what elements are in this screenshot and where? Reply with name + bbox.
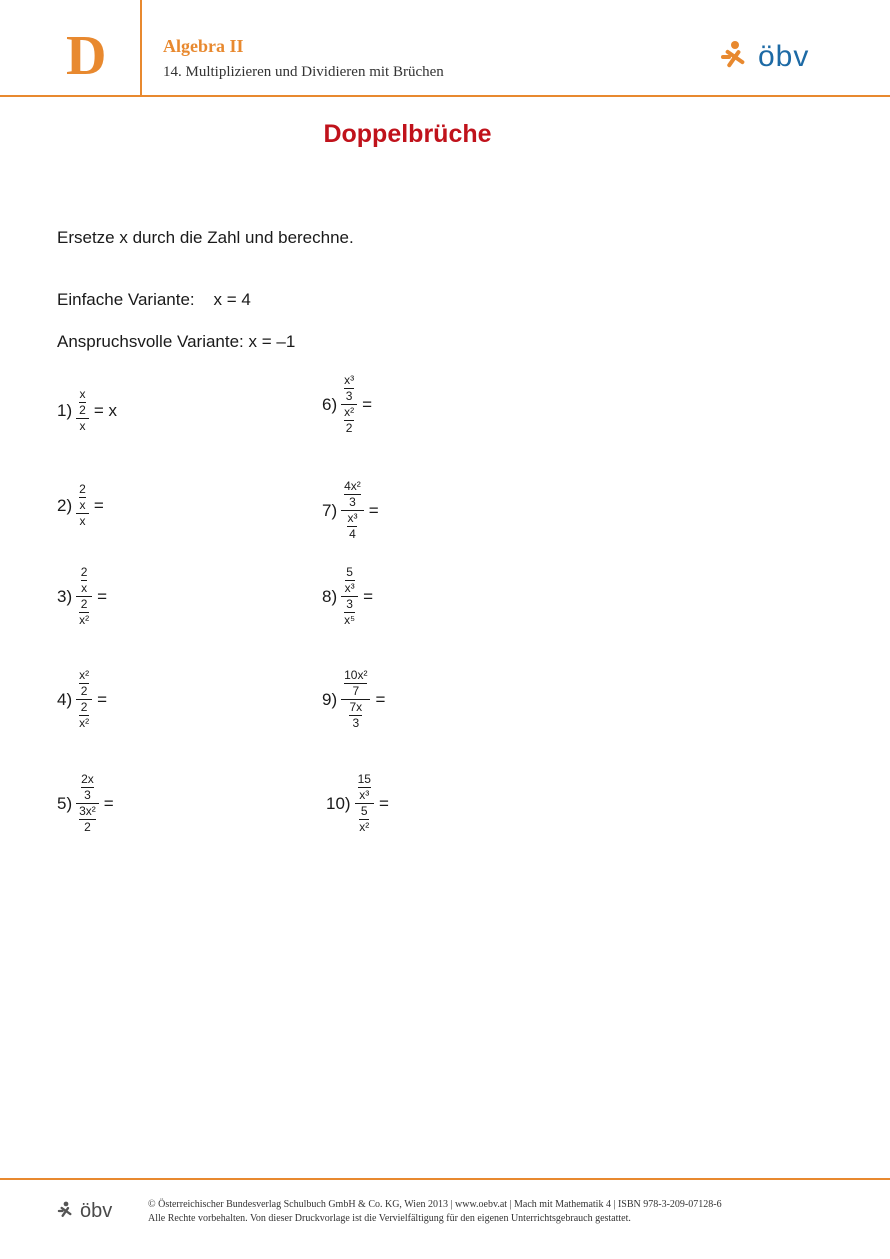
- upper-fraction: [76, 483, 89, 512]
- exercise-number: 8): [322, 586, 338, 606]
- fraction-numerator: 4x²: [344, 479, 361, 493]
- upper-fraction: [78, 566, 91, 595]
- fraction-denominator: x⁵: [344, 613, 356, 627]
- variant-hard: Anspruchsvolle Variante: x = –1: [57, 332, 296, 351]
- double-fraction: [341, 669, 370, 730]
- lower-fraction: [76, 805, 99, 834]
- exercise-9: [322, 669, 385, 730]
- header-subtitle: 14. Multiplizieren und Dividieren mit Brüchen: [163, 64, 444, 80]
- fraction-numerator: 2: [79, 482, 86, 496]
- publisher-logo: [718, 40, 809, 74]
- exercise-number: 10): [326, 793, 351, 813]
- lower-fraction: [356, 805, 372, 834]
- fraction-denominator: x³: [359, 788, 370, 802]
- lower-fraction: [346, 701, 365, 730]
- lower-fraction: [344, 512, 360, 541]
- upper-fraction: [341, 480, 364, 509]
- double-fraction: [341, 374, 357, 435]
- fraction-denominator: 2: [79, 403, 86, 417]
- fraction-denominator: 2: [345, 421, 353, 435]
- exercise-number: 2): [57, 495, 73, 515]
- fraction-denominator: 3: [352, 716, 360, 730]
- fraction-numerator: 5: [346, 565, 353, 579]
- exercise-number: 1): [57, 400, 73, 420]
- lower-fraction: [341, 406, 357, 435]
- header-title: Algebra II: [163, 36, 244, 56]
- exercise-tail: = x: [93, 400, 117, 420]
- fraction-numerator: x: [79, 419, 86, 433]
- fraction-denominator: 3: [349, 495, 356, 509]
- double-fraction: [355, 773, 374, 834]
- fraction-numerator: 3: [346, 597, 353, 611]
- lower-fraction: [76, 701, 92, 730]
- fraction-numerator: x³: [347, 511, 358, 525]
- fraction-denominator: x: [81, 581, 88, 595]
- section-letter-box: [0, 0, 142, 95]
- double-fraction: [76, 669, 92, 730]
- fraction-denominator: x²: [79, 613, 90, 627]
- upper-fraction: [342, 566, 358, 595]
- star-burst-icon: [56, 1201, 76, 1221]
- exercise-tail: =: [368, 500, 379, 520]
- double-fraction: [341, 566, 358, 627]
- exercise-6: [322, 374, 372, 435]
- exercise-5: [57, 773, 114, 834]
- exercise-number: 9): [322, 689, 338, 709]
- fraction-denominator: 4: [349, 527, 356, 541]
- lower-fraction: [341, 598, 358, 627]
- page-header: [0, 0, 890, 97]
- lower-fraction: [76, 420, 88, 433]
- exercise-3: [57, 566, 107, 627]
- fraction-denominator: x: [79, 498, 86, 512]
- upper-fraction: [78, 773, 97, 802]
- section-letter: D: [66, 25, 107, 87]
- exercise-number: 7): [322, 500, 338, 520]
- exercise-number: 3): [57, 586, 73, 606]
- fraction-numerator: 2: [80, 597, 88, 611]
- upper-fraction: [341, 669, 370, 698]
- star-burst-icon: [718, 40, 752, 74]
- upper-fraction: [76, 388, 89, 417]
- fraction-denominator: x²: [359, 820, 370, 834]
- exercise-tail: =: [97, 689, 108, 709]
- fraction-numerator: 2: [80, 565, 88, 579]
- fraction-denominator: 2: [84, 820, 91, 834]
- exercise-tail: =: [363, 586, 374, 606]
- exercise-1: [57, 388, 117, 433]
- fraction-numerator: 10x²: [344, 668, 368, 682]
- fraction-numerator: 15: [357, 772, 371, 786]
- footer-rights: Alle Rechte vorbehalten. Von dieser Druckvorlage ist die Vervielfältigung für den eigenen Unterrichtsgebrauch gestattet.: [148, 1213, 631, 1224]
- fraction-numerator: 7x: [349, 700, 363, 714]
- fraction-numerator: 2x: [81, 772, 94, 786]
- exercise-tail: =: [103, 793, 114, 813]
- fraction-denominator: 7: [352, 684, 360, 698]
- double-fraction: [76, 483, 89, 528]
- fraction-numerator: 2: [80, 700, 88, 714]
- fraction-denominator: 2: [80, 684, 88, 698]
- exercise-tail: =: [362, 394, 373, 414]
- fraction-numerator: x³: [344, 373, 355, 387]
- exercise-tail: =: [93, 495, 104, 515]
- exercise-number: 5): [57, 793, 73, 813]
- logo-text: öbv: [758, 40, 810, 73]
- exercise-8: [322, 566, 373, 627]
- exercise-tail: =: [378, 793, 389, 813]
- fraction-numerator: x²: [79, 668, 90, 682]
- fraction-denominator: 3: [84, 788, 91, 802]
- footer-copyright: © Österreichischer Bundesverlag Schulbuch GmbH & Co. KG, Wien 2013 | www.oebv.at | Mach mit Mathematik 4 | ISBN 978-3-209-07128-6: [148, 1199, 722, 1210]
- exercise-2: [57, 483, 104, 528]
- footer-logo: [56, 1201, 112, 1221]
- fraction-numerator: x²: [344, 405, 355, 419]
- upper-fraction: [341, 374, 357, 403]
- exercise-4: [57, 669, 107, 730]
- exercise-10: [326, 773, 389, 834]
- footer-divider: [0, 1178, 890, 1180]
- exercise-7: [322, 480, 379, 541]
- fraction-numerator: 5: [360, 804, 368, 818]
- instruction-text: Ersetze x durch die Zahl und berechne.: [57, 228, 354, 247]
- exercise-number: 6): [322, 394, 338, 414]
- fraction-numerator: x: [79, 514, 86, 528]
- upper-fraction: [355, 773, 374, 802]
- variant-simple: Einfache Variante: x = 4: [57, 290, 251, 309]
- lower-fraction: [76, 598, 92, 627]
- page-title: Doppelbrüche: [323, 120, 492, 148]
- fraction-numerator: 3x²: [79, 804, 96, 818]
- double-fraction: [76, 388, 89, 433]
- exercise-number: 4): [57, 689, 73, 709]
- exercise-tail: =: [97, 586, 108, 606]
- fraction-denominator: 3: [345, 389, 353, 403]
- fraction-denominator: x²: [79, 716, 90, 730]
- fraction-numerator: x: [79, 387, 86, 401]
- footer-text: [148, 1198, 722, 1226]
- double-fraction: [76, 773, 99, 834]
- exercise-tail: =: [375, 689, 386, 709]
- lower-fraction: [76, 515, 88, 528]
- upper-fraction: [76, 669, 92, 698]
- double-fraction: [76, 566, 92, 627]
- double-fraction: [341, 480, 364, 541]
- footer-logo-text: öbv: [80, 1200, 113, 1222]
- fraction-denominator: x³: [344, 581, 355, 595]
